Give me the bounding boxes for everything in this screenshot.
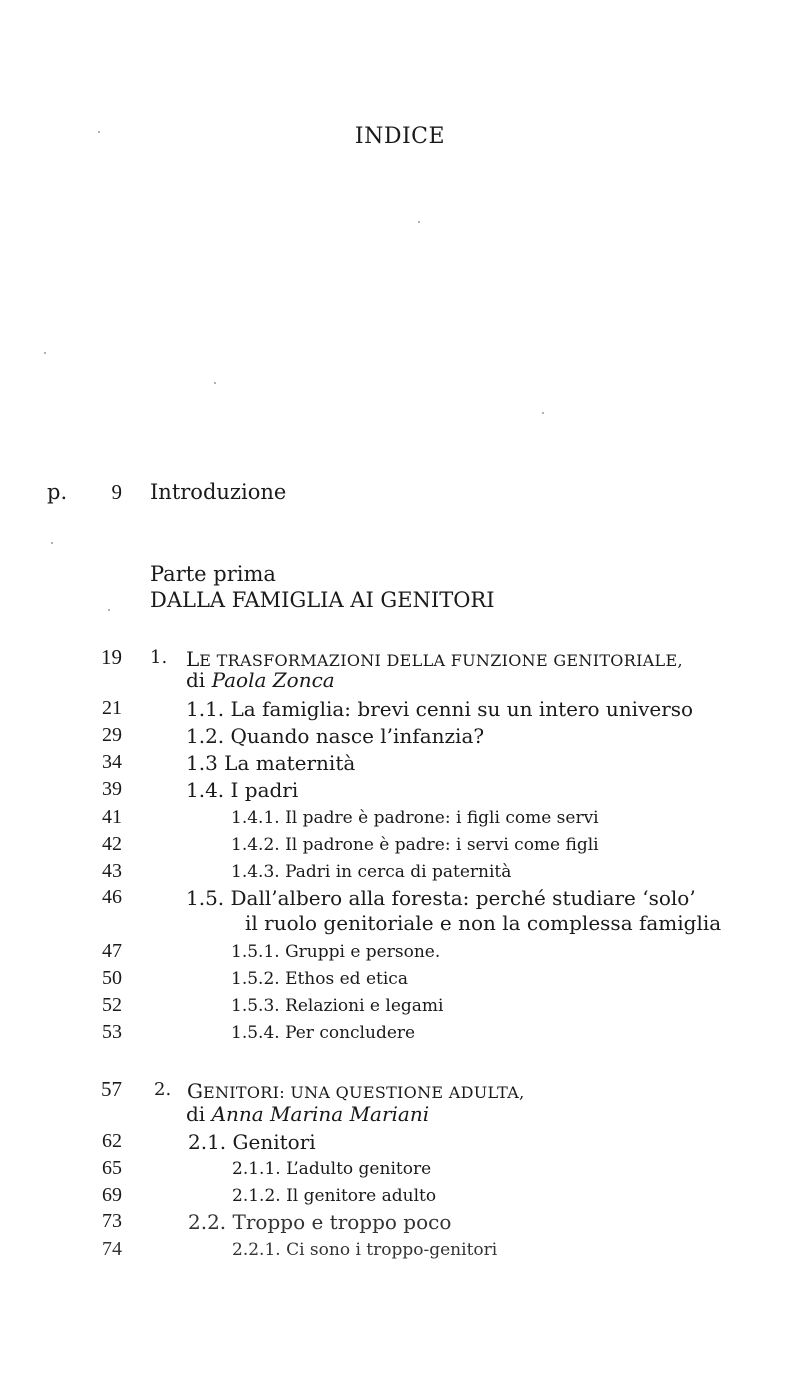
chapter-number: 1. [150, 647, 168, 668]
chapter-title [187, 1079, 524, 1103]
page-number: 62 [102, 1130, 122, 1152]
page-number: 34 [102, 751, 122, 773]
page-number: 9 [111, 480, 122, 504]
entry-label: 1.2. Quando nasce l’infanzia? [186, 724, 485, 748]
page-number: 29 [102, 724, 122, 746]
author-prefix: di [186, 1102, 206, 1126]
chapter-title-rest: ENITORI: UNA QUESTIONE ADULTA, [202, 1083, 525, 1102]
entry-label: 1.5.2. Ethos ed etica [231, 969, 408, 989]
chapter-title-initial: G [187, 1079, 203, 1103]
page-number: 57 [101, 1077, 122, 1101]
part-title: DALLA FAMIGLIA AI GENITORI [150, 588, 495, 612]
page-number: 65 [102, 1157, 122, 1179]
chapter-author [186, 668, 335, 692]
entry-label: 1.3 La maternità [186, 751, 356, 775]
entry-label: 1.4.3. Padri in cerca di paternità [231, 862, 512, 882]
entry-label: 1.5.3. Relazioni e legami [231, 996, 444, 1016]
scan-speck [44, 352, 46, 354]
entry-label: 2.1.1. L’adulto genitore [232, 1159, 432, 1179]
entry-label: 1.5.1. Gruppi e persone. [231, 942, 441, 962]
scan-speck [108, 609, 110, 611]
page-number: 19 [101, 645, 122, 669]
scan-speck [542, 412, 544, 414]
part-label: Parte prima [150, 562, 276, 586]
entry-label: 1.5. Dall’albero alla foresta: perché studiare ‘solo’ [186, 886, 696, 910]
entry-label: 2.2.1. Ci sono i troppo-genitori [232, 1240, 498, 1260]
chapter-number: 2. [154, 1079, 172, 1100]
author-name: Anna Marina Mariani [211, 1102, 430, 1126]
page-number: 74 [102, 1238, 122, 1260]
scan-speck [418, 221, 420, 223]
entry-label: 2.1.2. Il genitore adulto [232, 1186, 437, 1206]
entry-label: Introduzione [150, 480, 287, 504]
page-number: 47 [102, 940, 122, 962]
chapter-author [186, 1102, 429, 1126]
page-number: 46 [102, 886, 122, 908]
entry-label: 1.5.4. Per concludere [231, 1023, 416, 1043]
page-number: 52 [102, 994, 122, 1016]
entry-label: 1.1. La famiglia: brevi cenni su un intero universo [186, 697, 694, 721]
page-number: 73 [102, 1210, 122, 1232]
page-number: 39 [102, 778, 122, 800]
entry-label: 1.4.1. Il padre è padrone: i figli come servi [231, 808, 599, 828]
scan-speck [51, 542, 53, 544]
scan-speck [214, 382, 216, 384]
entry-label: 2.1. Genitori [188, 1130, 316, 1154]
page-number: 41 [102, 806, 122, 828]
page-number: 53 [102, 1021, 122, 1043]
scan-speck [98, 131, 100, 133]
page-number: 69 [102, 1184, 122, 1206]
author-prefix: di [186, 668, 206, 692]
page-number: 43 [102, 860, 122, 882]
page-title: INDICE [354, 124, 446, 149]
page-number: 50 [102, 967, 122, 989]
chapter-title-rest: E TRASFORMAZIONI DELLA FUNZIONE GENITORIALE, [199, 651, 683, 670]
page-number: 21 [102, 697, 122, 719]
author-name: Paola Zonca [211, 668, 335, 692]
entry-label: 2.2. Troppo e troppo poco [188, 1210, 452, 1234]
page-number: 42 [102, 833, 122, 855]
entry-label: 1.4.2. Il padrone è padre: i servi come figli [231, 835, 599, 855]
chapter-title-initial: L [186, 647, 200, 671]
page-prefix: p. [47, 480, 68, 504]
entry-label-continued: il ruolo genitoriale e non la complessa famiglia [245, 911, 722, 935]
entry-label: 1.4. I padri [186, 778, 299, 802]
